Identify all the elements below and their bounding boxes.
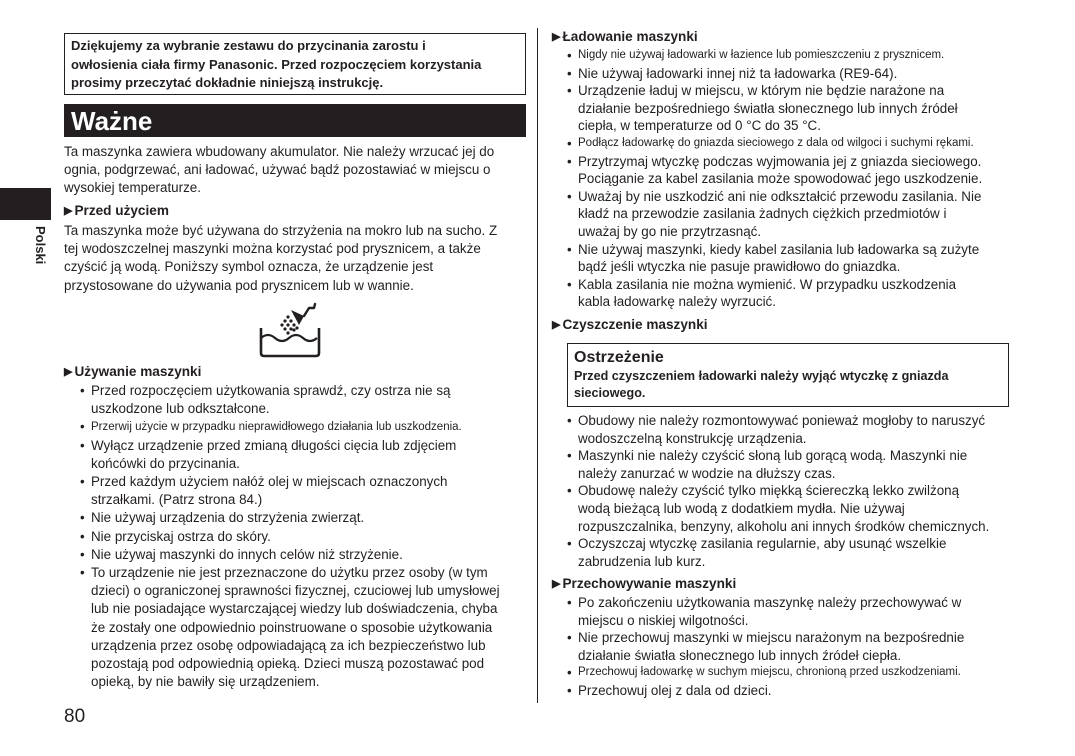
bullet-item xyxy=(565,153,1025,188)
intro-line: Dziękujemy za wybranie zestawu do przycinania zarostu i xyxy=(71,38,426,53)
bullet-line: Przytrzymaj wtyczkę podczas wyjmowania jej z gniazda sieciowego. xyxy=(578,153,982,169)
bullet-dot-icon: • xyxy=(567,595,572,610)
before-use-title: Przed użyciem xyxy=(74,203,169,218)
warning-title: Ostrzeżenie xyxy=(574,349,664,366)
bullet-item xyxy=(565,82,1025,135)
storage-heading xyxy=(552,575,736,594)
bullet-item xyxy=(565,594,1025,629)
bullet-item xyxy=(565,412,1025,447)
paragraph-line: przystosowane do używania pod prysznicem lub w wannie. xyxy=(64,277,414,293)
using-heading xyxy=(64,363,201,382)
bullet-dot-icon: • xyxy=(80,510,85,526)
bullet-dot-icon: • xyxy=(80,437,85,453)
bullet-line: działanie bezpośredniego światła słonecznego lub innych źródeł xyxy=(578,100,958,116)
cleaning-title: Czyszczenie maszynki xyxy=(562,317,708,332)
bullet-line: Przed każdym użyciem nałóż olej w miejscach oznaczonych xyxy=(91,474,448,490)
bullet-dot-icon: • xyxy=(80,419,85,435)
page-number: 80 xyxy=(64,706,86,727)
bullet-dot-icon: • xyxy=(567,48,572,63)
bullet-line: kabla ładowarkę należy wyrzucić. xyxy=(578,294,776,310)
bullet-line: miejscu o niskiej wilgotności. xyxy=(578,612,749,628)
bullet-dot-icon: • xyxy=(80,528,85,544)
bullet-line: Uważaj by nie uszkodzić ani nie odkształcić przewodu zasilania. Nie xyxy=(578,188,982,204)
bullet-line: Nie używaj urządzenia do strzyżenia zwierząt. xyxy=(91,510,365,526)
bullet-line: uważaj by go nie przytrzasnąć. xyxy=(578,223,762,239)
bullet-item xyxy=(565,535,1025,570)
shower-bath-icon xyxy=(258,300,322,358)
bullet-dot-icon: • xyxy=(567,448,572,464)
warning-text xyxy=(574,368,1002,402)
bullet-dot-icon: • xyxy=(567,665,572,681)
important-heading: Ważne xyxy=(71,106,153,136)
bullet-line: dzieci) o ograniczonej sprawności fizycznej, czuciowej lub umysłowej xyxy=(91,583,500,599)
bullet-dot-icon: • xyxy=(567,188,572,204)
bullet-dot-icon: • xyxy=(567,483,572,499)
bullet-item xyxy=(565,447,1025,482)
bullet-dot-icon: • xyxy=(567,135,572,151)
bullet-item xyxy=(565,47,1025,65)
bullet-dot-icon: • xyxy=(567,83,572,99)
bullet-line: Nie przyciskaj ostrza do skóry. xyxy=(91,528,271,544)
bullet-item xyxy=(78,564,538,691)
bullet-line: należy zanurzać w wodzie na dłuższy czas. xyxy=(578,465,836,481)
warning-box xyxy=(567,343,1009,407)
bullet-item xyxy=(565,188,1025,241)
bullet-dot-icon: • xyxy=(80,546,85,562)
bullet-item xyxy=(78,546,538,564)
paragraph-line: ognia, podgrzewać, ani ładować, używać bądź pozostawiać w miejscu o xyxy=(64,162,491,178)
bullet-line: kładź na przewodzie zasilania żadnych ciężkich przedmiotów i xyxy=(578,206,947,222)
before-use-heading xyxy=(64,202,169,221)
intro-box xyxy=(64,33,526,95)
bullet-line: Nie przechowuj maszynki w miejscu narażonym na bezpośrednie xyxy=(578,630,965,646)
bullet-line: Podłącz ładowarkę do gniazda sieciowego z dala od wilgoci i suchymi rękami. xyxy=(578,136,974,149)
bullet-line: Wyłącz urządzenie przed zmianą długości cięcia lub zdjęciem xyxy=(91,437,457,453)
bullet-line: wodoszczelną konstrukcję urządzenia. xyxy=(578,430,807,446)
bullet-line: lub nie posiadające wystarczającej wiedzy lub doświadczenia, chyba xyxy=(91,601,498,617)
paragraph-line: tej wodoszczelnej maszynki można korzystać pod prysznicem, a także xyxy=(64,241,481,257)
bullet-dot-icon: • xyxy=(567,413,572,428)
bullet-line: Nie używaj ładowarki innej niż ta ładowarka (RE9-64). xyxy=(578,65,898,81)
bullet-line: zabrudzenia lub kurz. xyxy=(578,553,706,569)
bullet-line: Nie używaj maszynki, kiedy kabel zasilania lub ładowarka są zużyte xyxy=(578,241,980,257)
bullet-item xyxy=(565,135,1025,153)
bullet-line: że zostały one odpowiednio poinstruowane o sposobie użytkowania xyxy=(91,619,493,635)
triangle-arrow-icon: ▶ xyxy=(552,319,561,331)
paragraph-line: Ta maszynka może być używana do strzyżenia na mokro lub na sucho. Z xyxy=(64,223,498,238)
language-tab-marker xyxy=(0,188,51,220)
bullet-dot-icon: • xyxy=(567,65,572,81)
storage-list xyxy=(565,594,1025,700)
bullet-line: końcówki do przycinania. xyxy=(91,455,240,471)
bullet-item xyxy=(565,65,1025,83)
bullet-line: bądź jeśli wtyczka nie pasuje prawidłowo do gniazdka. xyxy=(578,259,901,275)
bullet-line: wodą bieżącą lub wodą z dodatkiem mydła. Nie używaj xyxy=(578,500,905,516)
using-title: Używanie maszynki xyxy=(74,364,202,379)
intro-line: owłosienia ciała firmy Panasonic. Przed rozpoczęciem korzystania xyxy=(71,56,482,72)
bullet-item xyxy=(565,276,1025,311)
triangle-arrow-icon: ▶ xyxy=(64,366,73,378)
bullet-line: Maszynki nie należy czyścić słoną lub gorącą wodą. Maszynki nie xyxy=(578,448,968,464)
bullet-dot-icon: • xyxy=(567,276,572,292)
bullet-item xyxy=(565,482,1025,535)
important-heading-bar xyxy=(64,104,526,137)
language-label: Polski xyxy=(33,226,48,265)
before-use-paragraph xyxy=(64,222,534,295)
bullet-item xyxy=(565,682,1025,700)
bullet-line: Nie używaj maszynki do innych celów niż strzyżenie. xyxy=(91,546,403,562)
bullet-item xyxy=(78,418,538,436)
triangle-arrow-icon: ▶ xyxy=(552,31,561,43)
bullet-item xyxy=(565,664,1025,682)
bullet-line: Obudowy nie należy rozmontowywać ponieważ mogłoby to naruszyć xyxy=(578,413,986,428)
triangle-arrow-icon: ▶ xyxy=(552,578,561,590)
paragraph-line: Ta maszynka zawiera wbudowany akumulator. Nie należy wrzucać jej do xyxy=(64,144,495,159)
warning-line: Przed czyszczeniem ładowarki należy wyjąć wtyczkę z gniazda xyxy=(574,369,949,383)
paragraph-line: czyścić ją wodą. Poniższy symbol oznacza, że urządzenie jest xyxy=(64,259,434,275)
bullet-line: Po zakończeniu użytkowania maszynkę należy przechowywać w xyxy=(578,595,962,610)
bullet-line: Przechowuj olej z dala od dzieci. xyxy=(578,682,772,698)
bullet-dot-icon: • xyxy=(567,536,572,552)
bullet-item xyxy=(78,437,538,473)
charging-title: Ładowanie maszynki xyxy=(562,29,698,44)
intro-line: prosimy przeczytać dokładnie niniejszą instrukcję. xyxy=(71,75,384,90)
bullet-line: urządzenia przez osobę odpowiadającą za ich bezpieczeństwo lub xyxy=(91,637,486,653)
bullet-item xyxy=(78,509,538,527)
bullet-item xyxy=(565,629,1025,664)
bullet-line: Nigdy nie używaj ładowarki w łazience lub pomieszczeniu z prysznicem. xyxy=(578,49,945,61)
bullet-line: strzałkami. (Patrz strona 84.) xyxy=(91,492,263,508)
bullet-line: Oczyszczaj wtyczkę zasilania regularnie, aby usunąć wszelkie xyxy=(578,536,947,552)
triangle-arrow-icon: ▶ xyxy=(64,205,73,217)
bullet-dot-icon: • xyxy=(567,241,572,257)
using-list xyxy=(78,382,538,691)
bullet-line: Przed rozpoczęciem użytkowania sprawdź, czy ostrza nie są xyxy=(91,383,451,398)
paragraph-line: wysokiej temperaturze. xyxy=(64,180,201,196)
bullet-line: ciepła, w temperaturze od 0 °C do 35 °C. xyxy=(578,118,821,134)
charging-list xyxy=(565,47,1025,311)
storage-title: Przechowywanie maszynki xyxy=(562,576,737,591)
cleaning-list xyxy=(565,412,1025,570)
bullet-dot-icon: • xyxy=(80,474,85,490)
bullet-dot-icon: • xyxy=(567,153,572,169)
bullet-line: To urządzenie nie jest przeznaczone do użytku przez osoby (w tym xyxy=(91,565,488,581)
bullet-line: opieką, by nie bawiły się urządzeniem. xyxy=(91,674,320,690)
bullet-line: Przechowuj ładowarkę w suchym miejscu, chronioną przed uszkodzeniami. xyxy=(578,666,961,679)
charging-heading xyxy=(552,28,698,47)
cleaning-heading xyxy=(552,316,708,335)
bullet-line: Obudowę należy czyścić tylko miękką ściereczką lekko zwilżoną xyxy=(578,483,960,499)
bullet-item xyxy=(78,528,538,546)
bullet-dot-icon: • xyxy=(80,383,85,398)
bullet-line: rozpuszczalnika, benzyny, alkoholu ani innych środków chemicznych. xyxy=(578,518,990,534)
bullet-line: pozostają pod odpowiednią opieką. Dzieci muszą pozostawać pod xyxy=(91,656,485,672)
bullet-dot-icon: • xyxy=(567,630,572,646)
bullet-line: Urządzenie ładuj w miejscu, w którym nie będzie narażone na xyxy=(578,83,945,99)
bullet-line: Przerwij użycie w przypadku nieprawidłowego działania lub uszkodzenia. xyxy=(91,421,462,434)
important-paragraph xyxy=(64,143,534,198)
bullet-dot-icon: • xyxy=(567,682,572,698)
bullet-line: działanie światła słonecznego lub innych źródeł ciepła. xyxy=(578,647,902,663)
bullet-item xyxy=(565,241,1025,276)
bullet-line: Kabla zasilania nie można wymienić. W przypadku uszkodzenia xyxy=(578,276,957,292)
bullet-item xyxy=(78,473,538,509)
bullet-line: uszkodzone lub odkształcone. xyxy=(91,401,270,417)
bullet-dot-icon: • xyxy=(80,565,85,581)
bullet-line: Pociąganie za kabel zasilania może spowodować jego uszkodzenie. xyxy=(578,171,983,187)
bullet-item xyxy=(78,382,538,418)
warning-line: sieciowego. xyxy=(574,386,646,400)
